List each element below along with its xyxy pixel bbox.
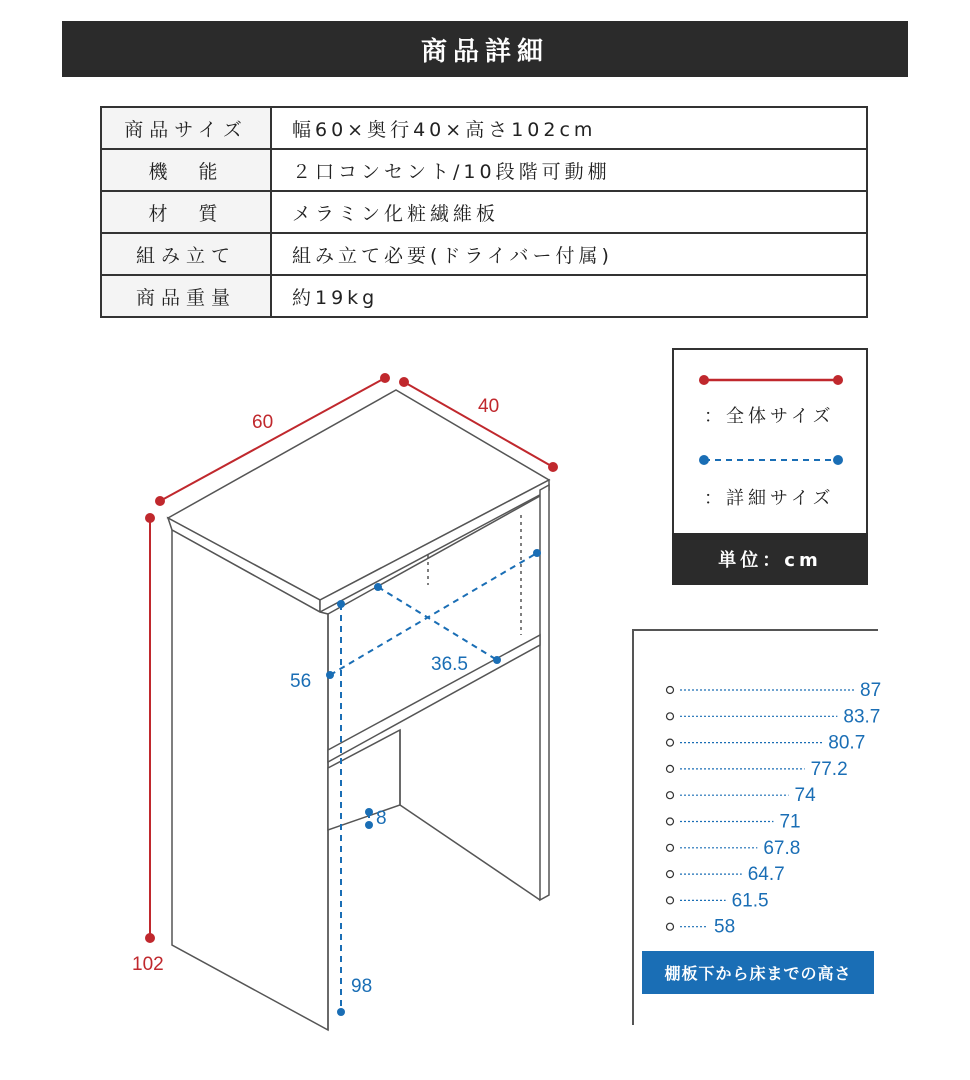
detail-dot-icon	[833, 455, 843, 465]
shelf-height-value: 64.7	[747, 864, 785, 886]
dimension-diagram	[0, 350, 640, 1070]
shelf-heights-caption: 棚板下から床までの高さ	[642, 951, 874, 994]
spec-value: ２口コンセント/10段階可動棚	[271, 149, 867, 191]
spec-value: 約19kg	[271, 275, 867, 317]
cabinet-drawing	[168, 390, 549, 1030]
shelf-marker-icon	[667, 687, 674, 694]
shelf-marker-icon	[667, 792, 674, 799]
shelf-height-value: 77.2	[810, 758, 848, 780]
shelf-marker-icon	[667, 739, 674, 746]
unit-label: 単位：cm	[672, 533, 868, 585]
shelf-marker-icon	[667, 923, 674, 930]
shelf-marker-icon	[667, 897, 674, 904]
shelf-marker-icon	[667, 844, 674, 851]
shelf-height-value: 83.7	[843, 706, 881, 728]
section-title: 商品詳細	[420, 36, 549, 67]
spec-value: メラミン化粧繊維板	[271, 191, 867, 233]
width-label: 60	[252, 412, 274, 433]
depth-label: 40	[478, 396, 500, 417]
spec-value: 組み立て必要(ドライバー付属)	[271, 233, 867, 275]
height-label: 102	[132, 954, 164, 975]
inner-depth-label: 36.5	[431, 654, 468, 675]
overall-dot-icon	[699, 375, 709, 385]
detail-legend-label: ：詳細サイズ	[704, 488, 835, 509]
shelf-height-value: 58	[714, 916, 736, 938]
spec-label: 組み立て	[101, 233, 271, 275]
shelf-height-value: 61.5	[731, 890, 769, 912]
kick-label: 8	[376, 808, 387, 829]
shelf-height-value: 67.8	[763, 837, 801, 859]
table-row	[101, 275, 867, 317]
shelf-marker-icon	[667, 765, 674, 772]
shelf-marker-icon	[667, 818, 674, 825]
shelf-height-value: 80.7	[828, 732, 866, 754]
size-legend	[672, 348, 868, 585]
shelf-height-value: 71	[779, 811, 801, 833]
shelf-height-value: 74	[794, 785, 816, 807]
shelf-marker-icon	[667, 713, 674, 720]
inner-width-label: 98	[351, 976, 373, 997]
table-row	[101, 191, 867, 233]
shelf-height-value: 87	[860, 680, 882, 701]
shelf-height-list	[660, 676, 910, 956]
spec-value: 幅60×奥行40×高さ102cm	[271, 107, 867, 149]
section-header	[62, 21, 908, 77]
overall-dot-icon	[833, 375, 843, 385]
spec-label: 材 質	[101, 191, 271, 233]
table-row	[101, 233, 867, 275]
table-row	[101, 107, 867, 149]
table-row	[101, 149, 867, 191]
shelf-marker-icon	[667, 871, 674, 878]
spec-label: 機 能	[101, 149, 271, 191]
inner-height-label: 56	[290, 671, 312, 692]
overall-legend-label: ：全体サイズ	[704, 406, 835, 427]
spec-label: 商品サイズ	[101, 107, 271, 149]
spec-table	[100, 106, 868, 318]
spec-label: 商品重量	[101, 275, 271, 317]
detail-dot-icon	[699, 455, 709, 465]
